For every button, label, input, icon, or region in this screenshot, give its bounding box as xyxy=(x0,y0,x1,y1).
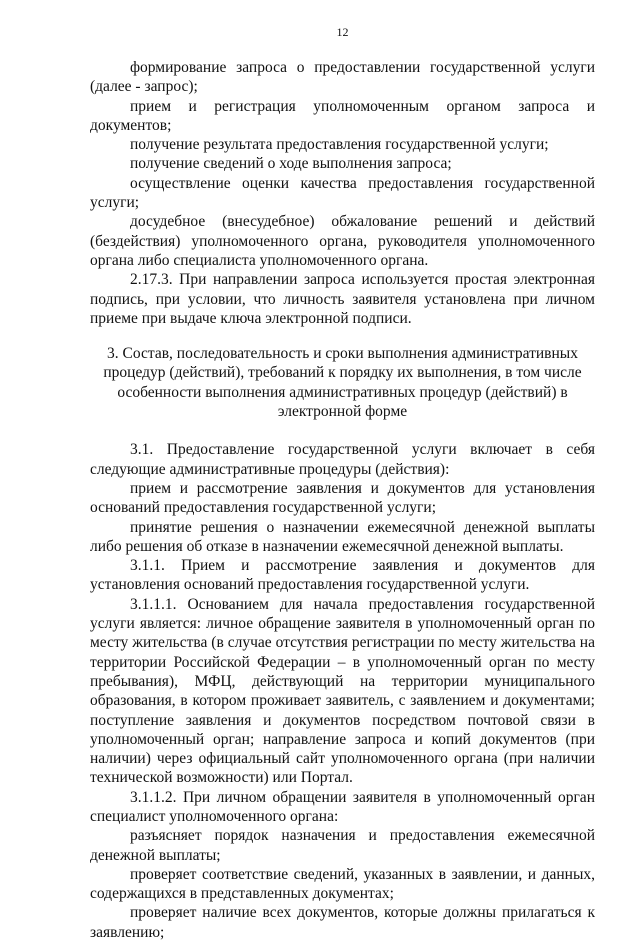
page-number: 12 xyxy=(336,25,349,39)
paragraph: 3.1. Предоставление государственной услуги включает в себя следующие административные процедуры (действия): xyxy=(90,441,595,478)
paragraph: 3.1.1. Прием и рассмотрение заявления и документов для установления оснований предоставления государственной услуги. xyxy=(90,557,595,594)
section-heading-line: 3. Состав, последовательность и сроки выполнения административных xyxy=(107,345,578,363)
section-heading-line: особенности выполнения административных процедур (действий) в xyxy=(117,383,568,401)
paragraph: получение сведений о ходе выполнения запроса; xyxy=(130,155,452,173)
paragraph: проверяет соответствие сведений, указанных в заявлении, и данных, содержащихся в представленных документах; xyxy=(90,865,595,903)
paragraph: прием и регистрация уполномоченным органом запроса и документов; xyxy=(90,97,595,134)
paragraph: 3.1.1.2. При личном обращении заявителя в уполномоченный орган специалист уполномоченного органа: xyxy=(90,788,595,825)
paragraph: проверяет наличие всех документов, которые должны прилагаться к заявлению; xyxy=(90,904,595,941)
body-text-top xyxy=(90,58,595,328)
paragraph: принятие решения о назначении ежемесячной денежной выплаты либо решения об отказе в назначении ежемесячной денежной выплаты. xyxy=(90,518,595,555)
paragraph: разъясняет порядок назначения и предоставления ежемесячной денежной выплаты; xyxy=(90,827,595,864)
paragraph: осуществление оценки качества предоставления государственной услуги; xyxy=(90,174,595,212)
paragraph: 2.17.3. При направлении запроса используется простая электронная подпись, при условии, что личность заявителя установлена при личном приеме при выдаче ключа электронной подписи. xyxy=(90,271,595,327)
paragraph: 3.1.1.1. Основанием для начала предоставления государственной услуги является: личное обращение заявителя в уполномоченный орган по месту жительства (в случае отсутствия регистрации по месту жительства на территории Российской Федерации – в уполномоченный орган по месту пребывания), МФЦ, действующий на территории муниципального образования, в котором проживает заявитель, с заявлением и документами; поступление заявления и документов посредством почтовой связи в уполномоченный орган; направление запроса и копий документов (при наличии) через официальный сайт уполномоченного органа (при наличии технической возможности) или Портал. xyxy=(90,595,595,787)
body-text-section-3 xyxy=(90,440,595,942)
section-heading-line: электронной форме xyxy=(277,403,408,421)
section-heading xyxy=(90,344,595,421)
paragraph: формирование запроса о предоставлении государственной услуги (далее - запрос); xyxy=(90,59,595,96)
section-heading-line: процедур (действий), требований к порядку их выполнения, в том числе xyxy=(103,364,582,382)
paragraph: прием и рассмотрение заявления и документов для установления оснований предоставления государственной услуги; xyxy=(90,479,595,517)
paragraph: досудебное (внесудебное) обжалование решений и действий (бездействия) уполномоченного органа, руководителя уполномоченного органа либо специалиста уполномоченного органа. xyxy=(90,213,595,269)
paragraph: получение результата предоставления государственной услуги; xyxy=(130,136,549,154)
